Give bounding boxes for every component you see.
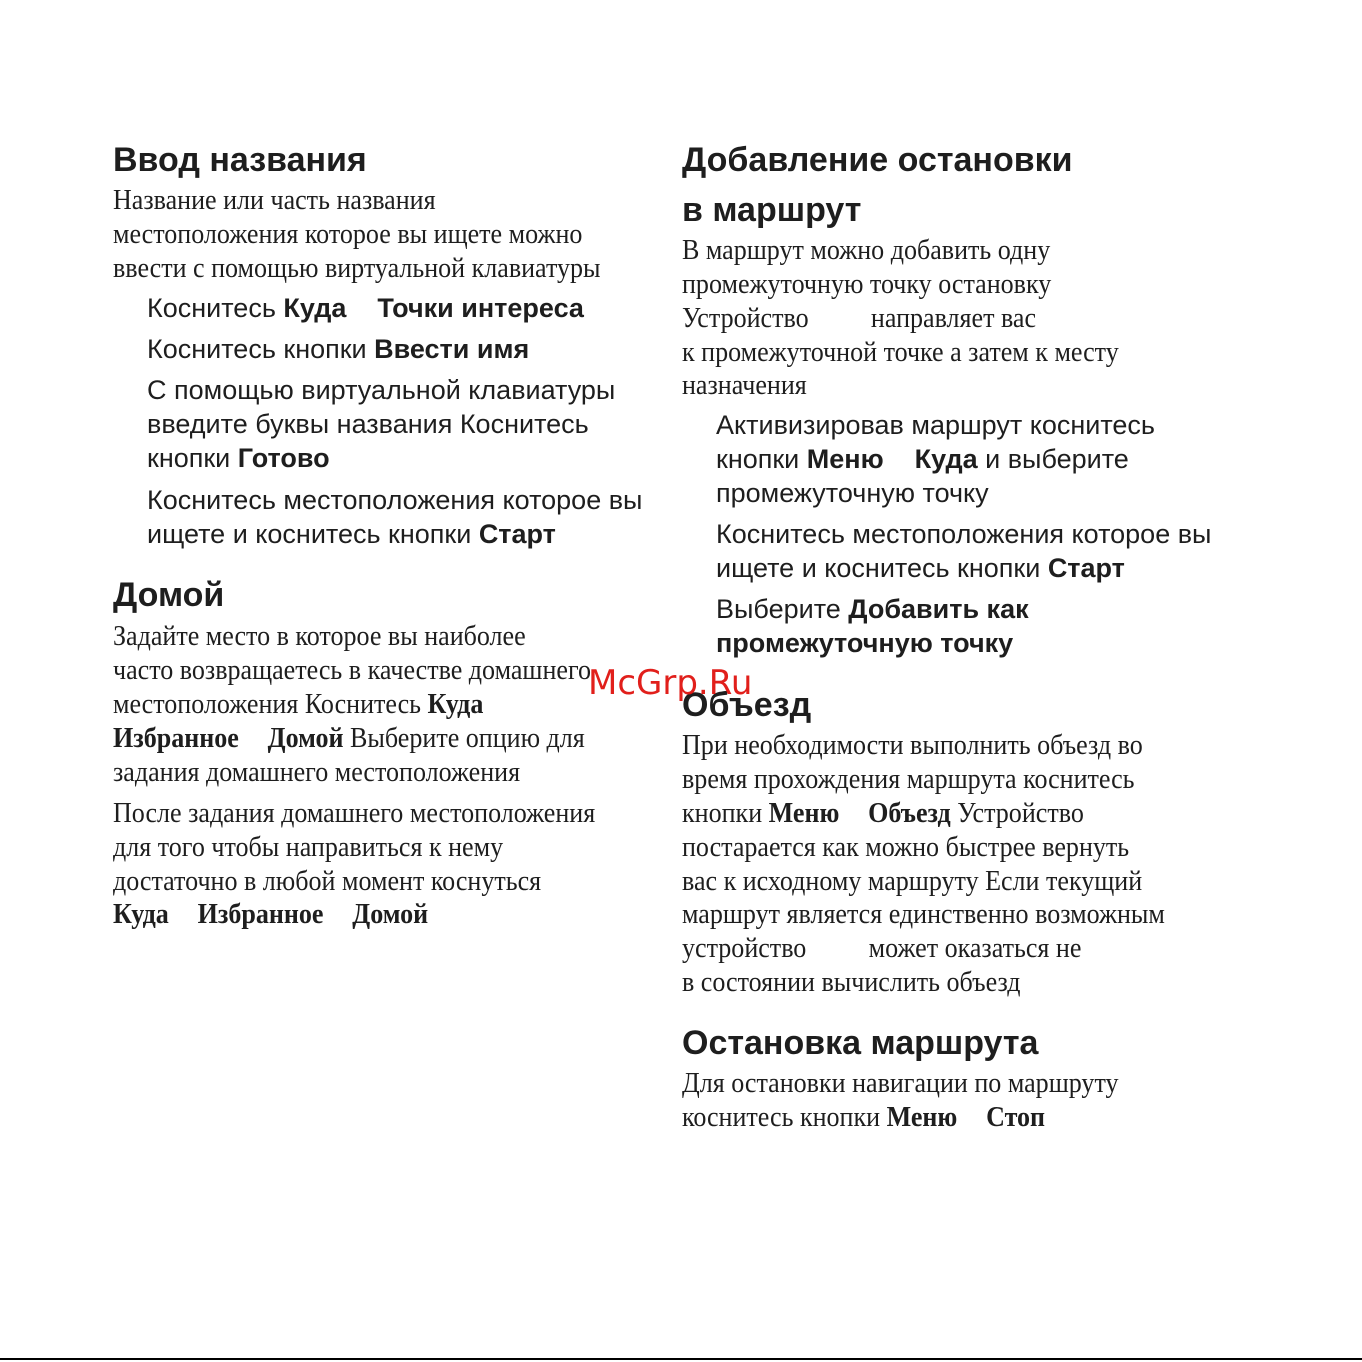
paragraph-line: Избранное Домой Выберите опцию для [113,723,585,754]
step-3: промежуточную точку [716,628,1014,658]
paragraph-line: назначения [682,370,807,401]
step-2: ищете и коснитесь кнопки Старт [716,553,1125,583]
step-3: введите буквы названия Коснитесь [147,409,589,439]
paragraph-line: Для остановки навигации по маршруту [682,1068,1119,1099]
heading-stop-route: Остановка маршрута [682,1024,1039,1062]
paragraph-line: устройство может оказаться не [682,933,1082,964]
heading-name-input: Ввод названия [113,141,367,179]
heading-add-stop: Добавление остановки [682,141,1073,179]
step-1: Коснитесь Куда Точки интереса [147,293,584,323]
step-1: кнопки Меню Куда и выберите [716,444,1129,474]
step-4: ищете и коснитесь кнопки Старт [147,519,556,549]
paragraph-line: местоположения Коснитесь Куда [113,689,484,720]
paragraph-line: Задайте место в которое вы наиболее [113,621,526,652]
heading-home: Домой [113,576,225,614]
paragraph-line: в состоянии вычислить объезд [682,967,1021,998]
paragraph-line: коснитесь кнопки Меню Стоп [682,1102,1046,1133]
paragraph-line: задания домашнего местоположения [113,757,521,788]
step-2: Коснитесь местоположения которое вы [716,519,1212,549]
paragraph-line: вас к исходному маршруту Если текущий [682,866,1143,897]
step-1: промежуточную точку [716,478,989,508]
paragraph-line: После задания домашнего местоположения [113,798,596,829]
paragraph-line: Название или часть названия [113,185,436,216]
paragraph-line: кнопки Меню Объезд Устройство [682,798,1084,829]
step-3: С помощью виртуальной клавиатуры [147,375,616,405]
paragraph-line: маршрут является единственно возможным [682,899,1165,930]
paragraph-line: к промежуточной точке а затем к месту [682,337,1119,368]
step-3: Выберите Добавить как [716,594,1029,624]
paragraph-line: Куда Избранное Домой [113,899,429,930]
heading-detour: Объезд [682,686,812,724]
watermark: McGrp.Ru [588,663,753,703]
paragraph-line: ввести с помощью виртуальной клавиатуры [113,253,601,284]
step-3: кнопки Готово [147,443,330,473]
paragraph-line: достаточно в любой момент коснуться [113,866,542,897]
paragraph-line: время прохождения маршрута коснитесь [682,764,1135,795]
paragraph-line: местоположения которое вы ищете можно [113,219,583,250]
step-2: Коснитесь кнопки Ввести имя [147,334,530,364]
paragraph-line: промежуточную точку остановку [682,269,1052,300]
step-4: Коснитесь местоположения которое вы [147,485,643,515]
paragraph-line: Устройство направляет вас [682,303,1037,334]
step-1: Активизировав маршрут коснитесь [716,410,1156,440]
paragraph-line: часто возвращаетесь в качестве домашнего [113,655,592,686]
paragraph-line: постарается как можно быстрее вернуть [682,832,1130,863]
page-bottom-rule [0,1358,1362,1360]
paragraph-line: для того чтобы направиться к нему [113,832,504,863]
paragraph-line: В маршрут можно добавить одну [682,235,1051,266]
paragraph-line: При необходимости выполнить объезд во [682,730,1143,761]
heading-add-stop: в маршрут [682,191,862,229]
